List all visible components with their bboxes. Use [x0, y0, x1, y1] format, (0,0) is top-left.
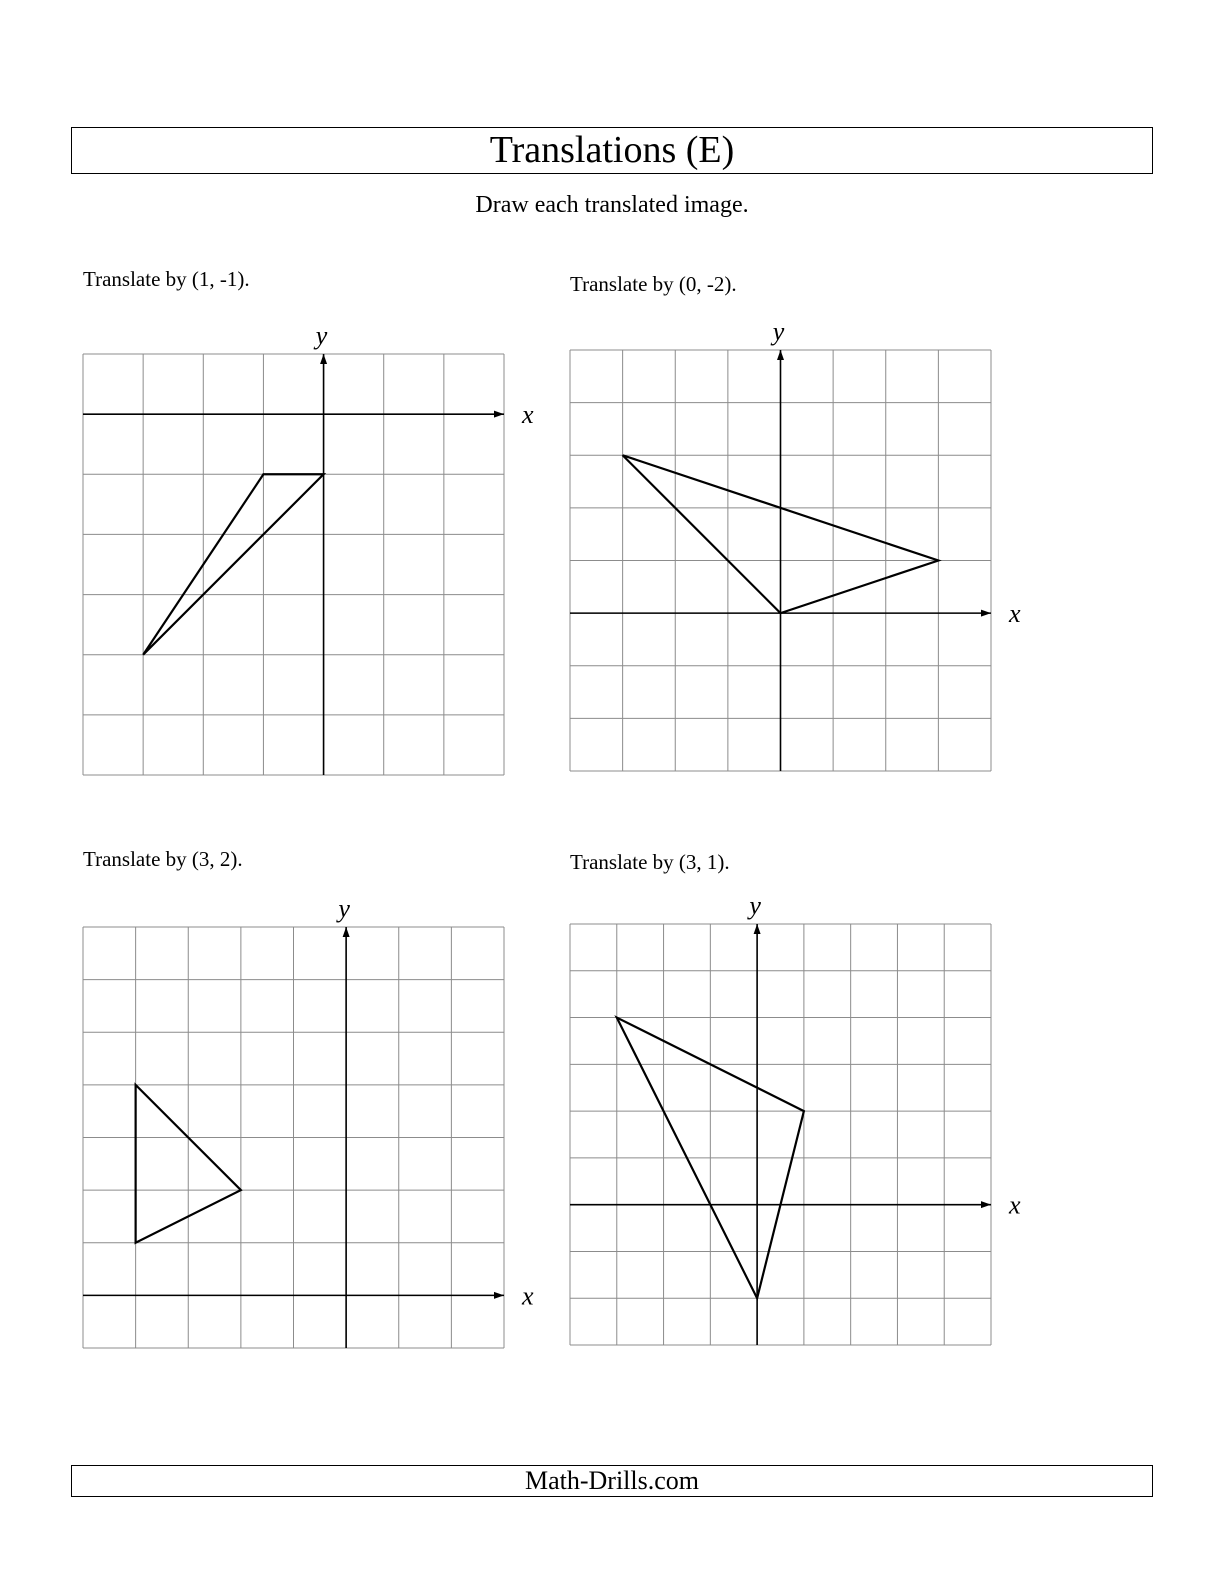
- instructions: Draw each translated image.: [475, 192, 749, 218]
- y-axis-arrow: [320, 354, 327, 364]
- worksheet-title: Translations (E): [71, 127, 1153, 174]
- grid: [83, 927, 504, 1348]
- y-axis-arrow: [777, 350, 784, 360]
- x-axis-label: x: [522, 400, 534, 430]
- x-axis-arrow: [494, 411, 504, 418]
- x-axis-arrow: [494, 1292, 504, 1299]
- x-axis-label: x: [1009, 599, 1021, 629]
- y-axis-label: y: [772, 317, 785, 346]
- problem-1-graph: [83, 321, 534, 775]
- problem-3-graph: [83, 894, 534, 1348]
- y-axis-arrow: [343, 927, 350, 937]
- problem-2-graph: [570, 317, 1021, 771]
- y-axis-label: y: [749, 891, 761, 920]
- x-axis-label: x: [522, 1281, 534, 1311]
- problem-4-graph: [570, 891, 1021, 1345]
- problem-2-prompt: Translate by (0, -2).: [570, 272, 737, 296]
- y-axis-label: y: [315, 321, 328, 350]
- x-axis-arrow: [981, 610, 991, 617]
- y-axis-arrow: [754, 924, 761, 934]
- y-axis-label: y: [338, 894, 350, 923]
- problem-1-prompt: Translate by (1, -1).: [83, 267, 250, 291]
- grid: [570, 924, 991, 1345]
- pre-image-triangle: [143, 474, 323, 654]
- x-axis-label: x: [1009, 1190, 1021, 1220]
- problem-3-prompt: Translate by (3, 2).: [83, 847, 243, 871]
- problem-4-prompt: Translate by (3, 1).: [570, 850, 730, 874]
- footer-site-name: Math-Drills.com: [71, 1465, 1153, 1497]
- x-axis-arrow: [981, 1201, 991, 1208]
- grid: [83, 354, 504, 775]
